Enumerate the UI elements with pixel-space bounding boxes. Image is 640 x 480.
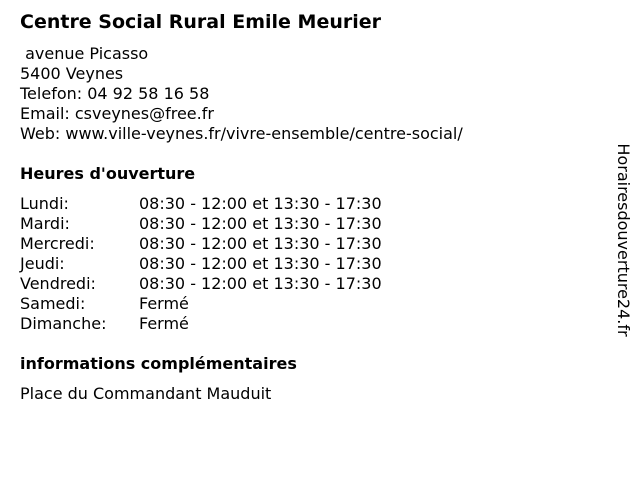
time-range: 08:30 - 12:00 et 13:30 - 17:30 (139, 214, 382, 233)
time-range: Fermé (139, 314, 189, 333)
time-range: 08:30 - 12:00 et 13:30 - 17:30 (139, 194, 382, 213)
day-label: Samedi: (20, 294, 86, 313)
day-label: Vendredi: (20, 274, 96, 293)
time-range: 08:30 - 12:00 et 13:30 - 17:30 (139, 234, 382, 253)
day-label: Mercredi: (20, 234, 95, 253)
hours-row-tuesday (20, 214, 440, 234)
site-watermark: Horairesdouverture24.fr (614, 143, 633, 337)
opening-hours-table (20, 194, 440, 334)
additional-info-text: Place du Commandant Mauduit (20, 384, 272, 403)
day-label: Dimanche: (20, 314, 107, 333)
website: Web: www.ville-veynes.fr/vivre-ensemble/centre-social/ (20, 124, 463, 143)
phone-number: Telefon: 04 92 58 16 58 (20, 84, 210, 103)
hours-row-saturday (20, 294, 440, 314)
day-label: Mardi: (20, 214, 70, 233)
street-address: avenue Picasso (20, 44, 149, 63)
day-label: Lundi: (20, 194, 69, 213)
time-range: 08:30 - 12:00 et 13:30 - 17:30 (139, 274, 382, 293)
address-block (20, 44, 463, 144)
time-range: Fermé (139, 294, 189, 313)
email-address: Email: csveynes@free.fr (20, 104, 214, 123)
additional-info-heading: informations complémentaires (20, 354, 297, 373)
hours-row-wednesday (20, 234, 440, 254)
hours-row-monday (20, 194, 440, 214)
city: 5400 Veynes (20, 64, 124, 83)
opening-hours-heading: Heures d'ouverture (20, 164, 196, 183)
time-range: 08:30 - 12:00 et 13:30 - 17:30 (139, 254, 382, 273)
day-label: Jeudi: (20, 254, 65, 273)
hours-row-sunday (20, 314, 440, 334)
hours-row-thursday (20, 254, 440, 274)
page-title: Centre Social Rural Emile Meurier (20, 11, 382, 33)
hours-row-friday (20, 274, 440, 294)
